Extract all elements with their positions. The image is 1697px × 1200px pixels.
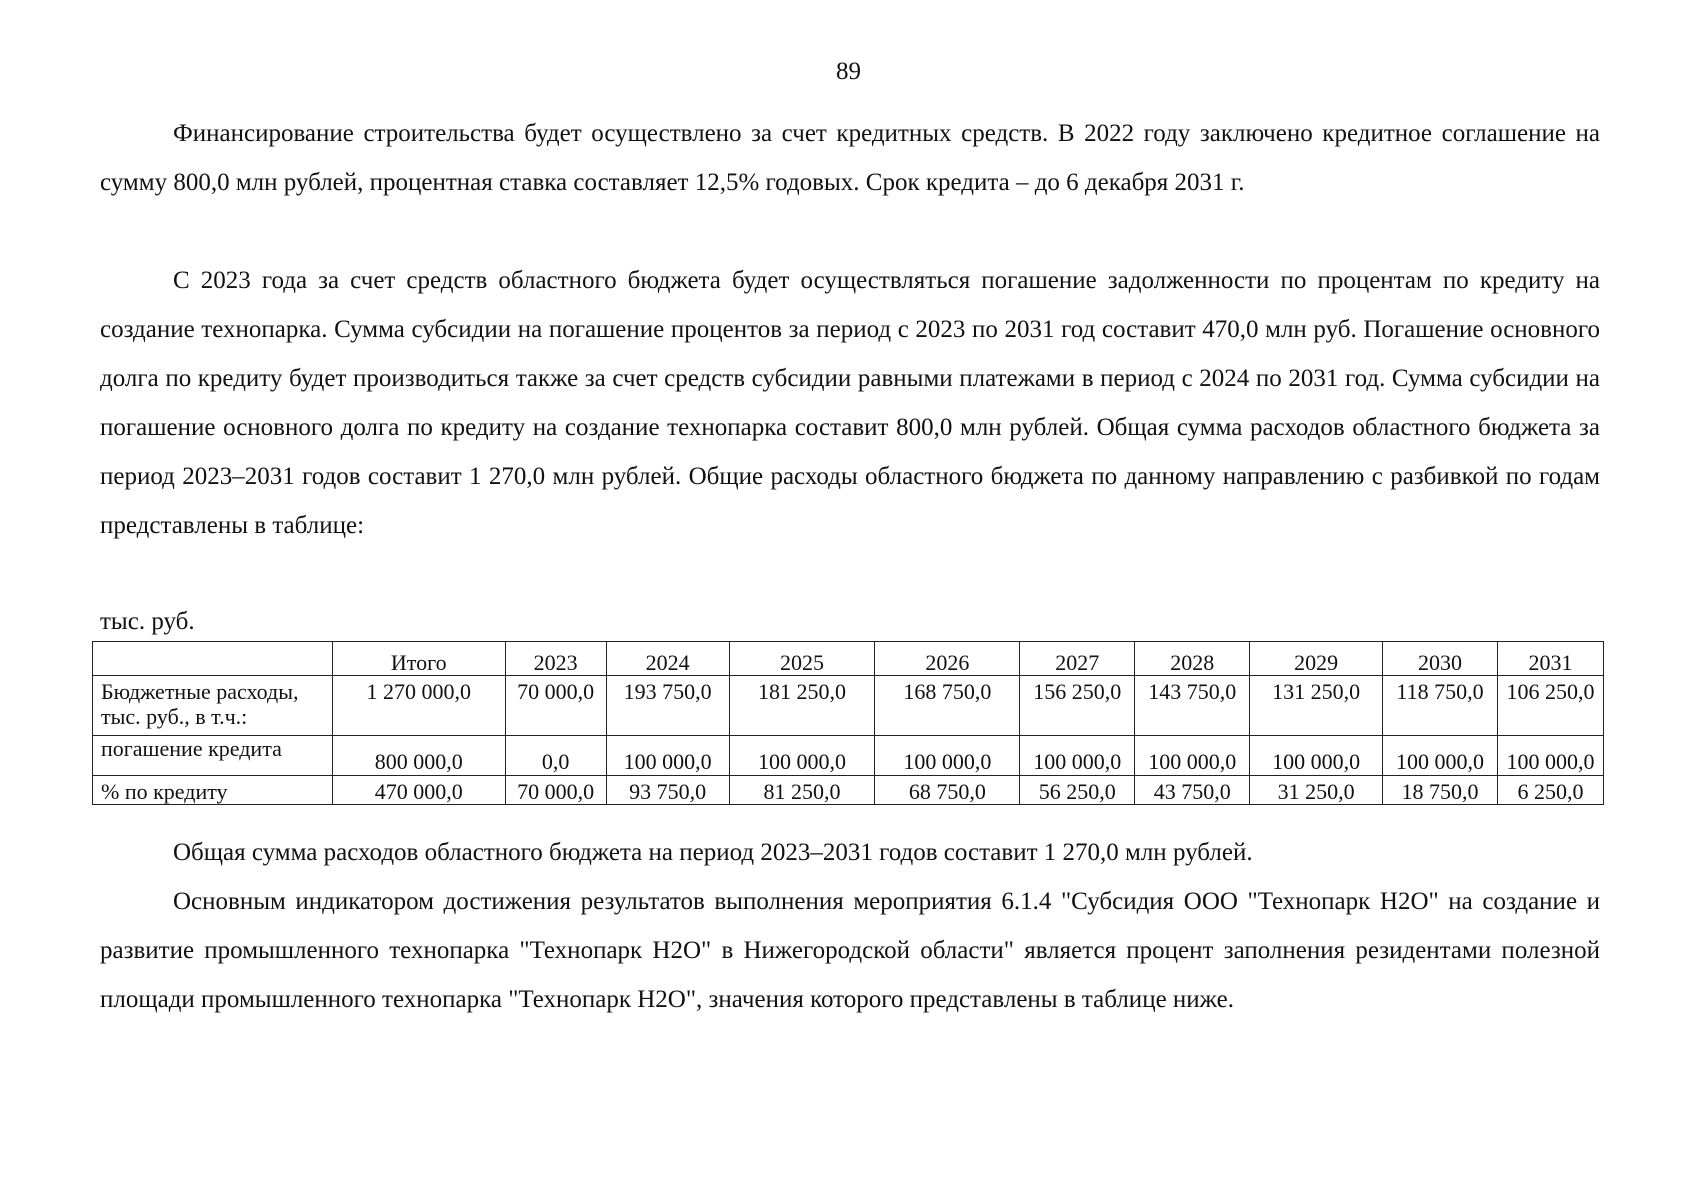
- table-cell: 6 250,0: [1497, 776, 1603, 805]
- table-header-cell: Итого: [332, 642, 505, 676]
- table-cell: 131 250,0: [1250, 676, 1383, 736]
- table-cell: 193 750,0: [606, 676, 729, 736]
- table-cell: 156 250,0: [1020, 676, 1135, 736]
- table-cell: 100 000,0: [729, 736, 875, 776]
- table-cell: 100 000,0: [606, 736, 729, 776]
- table-header-cell: 2027: [1020, 642, 1135, 676]
- table-cell: 800 000,0: [332, 736, 505, 776]
- table-cell: 100 000,0: [1383, 736, 1498, 776]
- table-header-cell: 2028: [1135, 642, 1250, 676]
- table-row: [93, 736, 1604, 776]
- table-cell: 118 750,0: [1383, 676, 1498, 736]
- table-cell: 1 270 000,0: [332, 676, 505, 736]
- table-cell: 100 000,0: [1020, 736, 1135, 776]
- table-cell: 31 250,0: [1250, 776, 1383, 805]
- table-cell: 93 750,0: [606, 776, 729, 805]
- table-header-cell: 2031: [1497, 642, 1603, 676]
- paragraph-indicator: Основным индикатором достижения результатов выполнения мероприятия 6.1.4 "Субсидия ООО "Технопарк Н2О" на создание и развитие промышленного технопарка "Технопарк Н2О" в Нижегородской области" является процент заполнения резидентами полезной площади промышленного технопарка "Технопарк Н2О", значения которого представлены в таблице ниже.: [100, 888, 1600, 1013]
- budget-table: [92, 641, 1604, 805]
- table-cell: 18 750,0: [1383, 776, 1498, 805]
- table-cell: 43 750,0: [1135, 776, 1250, 805]
- table-cell: 68 750,0: [875, 776, 1020, 805]
- table-row: [93, 676, 1604, 736]
- table-header-cell: 2029: [1250, 642, 1383, 676]
- paragraph-subsidy: С 2023 года за счет средств областного бюджета будет осуществляться погашение задолженности по процентам по кредиту на создание технопарка. Сумма субсидии на погашение процентов за период с 2023 по 2031 год составит 470,0 млн руб. Погашение основного долга по кредиту будет производиться также за счет средств субсидии равными платежами в период с 2024 по 2031 год. Сумма субсидии на погашение основного долга по кредиту на создание технопарка составит 800,0 млн рублей. Общая сумма расходов областного бюджета за период 2023–2031 годов составит 1 270,0 млн рублей. Общие расходы областного бюджета по данному направлению с разбивкой по годам представлены в таблице:: [100, 267, 1600, 539]
- table-header-row: [93, 642, 1604, 676]
- table-cell: 81 250,0: [729, 776, 875, 805]
- table-cell: 70 000,0: [505, 776, 606, 805]
- table-header-cell: 2024: [606, 642, 729, 676]
- table-header-cell: 2030: [1383, 642, 1498, 676]
- table-cell: 70 000,0: [505, 676, 606, 736]
- table-cell: 100 000,0: [1250, 736, 1383, 776]
- table-cell: 0,0: [505, 736, 606, 776]
- table-header-cell: 2023: [505, 642, 606, 676]
- table-cell: 470 000,0: [332, 776, 505, 805]
- paragraph-financing: Финансирование строительства будет осуществлено за счет кредитных средств. В 2022 году заключено кредитное соглашение на сумму 800,0 млн рублей, процентная ставка составляет 12,5% годовых. Срок кредита – до 6 декабря 2031 г.: [100, 120, 1600, 196]
- table-header-cell: 2026: [875, 642, 1020, 676]
- table-cell: 56 250,0: [1020, 776, 1135, 805]
- table-cell: 106 250,0: [1497, 676, 1603, 736]
- table-row: [93, 776, 1604, 805]
- table-cell: 100 000,0: [875, 736, 1020, 776]
- paragraph-total: Общая сумма расходов областного бюджета на период 2023–2031 годов составит 1 270,0 млн рублей.: [173, 839, 1253, 866]
- table-cell: 168 750,0: [875, 676, 1020, 736]
- table-cell: 100 000,0: [1497, 736, 1603, 776]
- row-label: погашение кредита: [93, 736, 333, 776]
- table-cell: 100 000,0: [1135, 736, 1250, 776]
- row-label: Бюджетные расходы, тыс. руб., в т.ч.:: [93, 676, 333, 736]
- table-cell: 143 750,0: [1135, 676, 1250, 736]
- table-header-cell: 2025: [729, 642, 875, 676]
- table-unit-label: тыс. руб.: [100, 608, 195, 635]
- page-number: 89: [836, 58, 861, 85]
- table-cell: 181 250,0: [729, 676, 875, 736]
- row-label: % по кредиту: [93, 776, 333, 805]
- table-header-cell: [93, 642, 333, 676]
